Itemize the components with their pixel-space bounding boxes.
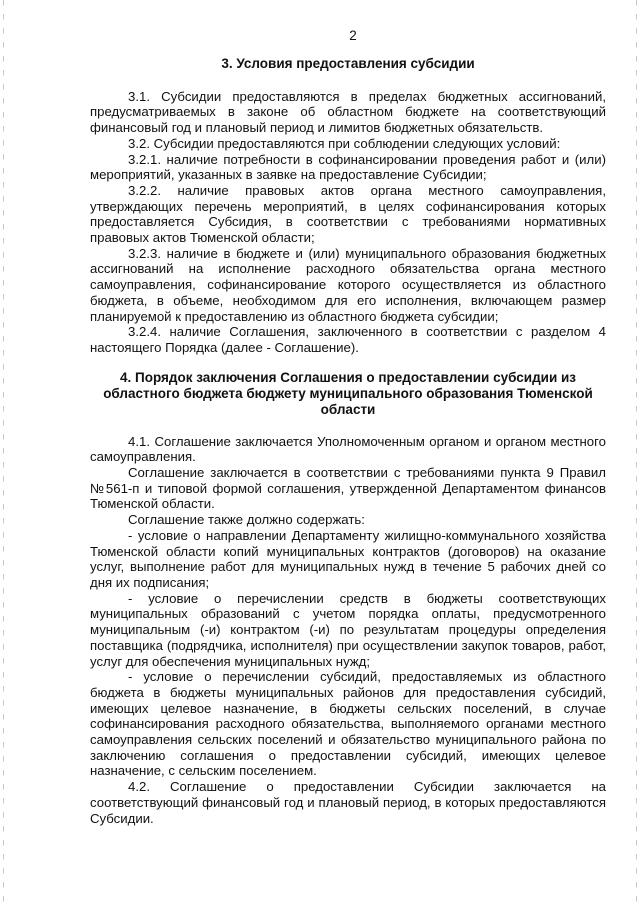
paragraph-3-2-4: 3.2.4. наличие Соглашения, заключенного в соответствии с разделом 4 настоящего Порядка (далее - Соглашение). [90, 324, 606, 355]
list-item-subsidies-transfer: - условие о перечислении субсидий, предоставляемых из областного бюджета в бюджеты муниципальных районов для предоставления субсидий, имеющих целевое назначение, в бюджеты сельских поселений, в случае софинансирования расходного обязательства, выполняемого органами местного самоуправления сельских поселений и обязательство муниципального района по заключению соглашения о предоставлении субсидий, имеющих целевое назначение, с сельским поселением. [90, 669, 606, 779]
page-number: 2 [349, 28, 357, 43]
paragraph-agreement-requirements: Соглашение заключается в соответствии с требованиями пункта 9 Правил №561-п и типовой формой соглашения, утвержденной Департаментом финансов Тюменской области. [90, 465, 606, 512]
document-page [90, 28, 606, 826]
paragraph-4-2: 4.2. Соглашение о предоставлении Субсидии заключается на соответствующий финансовый год и плановый период, в которых предоставляются Субсидии. [90, 779, 606, 826]
left-scan-edge [3, 0, 4, 905]
section-3-heading: 3. Условия предоставления субсидии [221, 55, 475, 71]
list-item-contracts-copies: - условие о направлении Департаменту жилищно-коммунального хозяйства Тюменской области копий муниципальных контрактов (договоров) на оказание услуг, выполнение работ для муниципальных нужд в течение 5 рабочих дней со дня их подписания; [90, 527, 606, 590]
list-item-funds-transfer: - условие о перечислении средств в бюджеты соответствующих муниципальных образований с учетом порядка оплаты, предусмотренного муниципальным (-и) контрактом (-и) по результатам процедуры определения поставщика (подрядчика, исполнителя) при осуществлении закупок товаров, работ, услуг для обеспечения муниципальных нужд; [90, 590, 606, 669]
section-4-heading: 4. Порядок заключения Соглашения о предоставлении субсидии из областного бюджета бюджету муниципального образования Тюменской области [103, 369, 593, 417]
paragraph-3-2-3: 3.2.3. наличие в бюджете и (или) муниципального образования бюджетных ассигнований на исполнение расходного обязательства органа местного самоуправления, софинансирование которого осуществляется из областного бюджета, в объеме, необходимом для его исполнения, включающем размер планируемой к предоставлению из областного бюджета субсидии; [90, 245, 606, 324]
paragraph-3-2: 3.2. Субсидии предоставляются при соблюдении следующих условий: [128, 135, 561, 151]
paragraph-3-2-1: 3.2.1. наличие потребности в софинансировании проведения работ и (или) мероприятий, указанных в заявке на предоставление Субсидии; [90, 151, 606, 183]
paragraph-4-1: 4.1. Соглашение заключается Уполномоченным органом и органом местного самоуправления. [90, 433, 606, 465]
paragraph-3-2-2: 3.2.2. наличие правовых актов органа местного самоуправления, утверждающих перечень мероприятий, в целях софинансирования которых предоставляется Субсидия, в соответствии с требованиями нормативных правовых актов Тюменской области; [90, 182, 606, 246]
right-scan-edge [636, 0, 637, 905]
paragraph-3-1: 3.1. Субсидии предоставляются в пределах бюджетных ассигнований, предусматриваемых в законе об областном бюджете на соответствующий финансовый год и плановый период и лимитов бюджетных обязательств. [90, 88, 606, 136]
paragraph-agreement-contents: Соглашение также должно содержать: [128, 512, 365, 528]
